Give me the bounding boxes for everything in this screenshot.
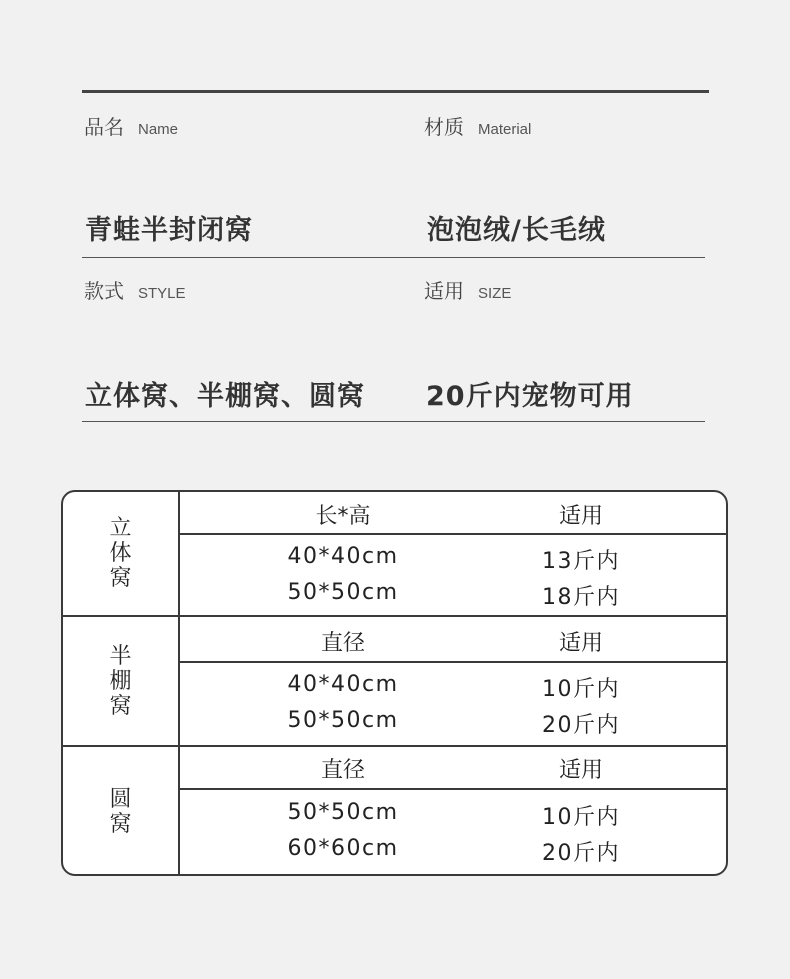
dimension-cell: 50*50cm (287, 800, 399, 825)
name-value: 青蛙半封闭窝 (85, 215, 253, 246)
section-title-cell (63, 492, 180, 615)
material-label: 材质 Material (424, 115, 532, 139)
fit-cell: 18斤内 (542, 585, 620, 610)
dimension-cell: 50*50cm (287, 708, 399, 733)
dimension-cell: 50*50cm (287, 580, 399, 605)
section-title-cell (63, 617, 180, 745)
divider (82, 257, 705, 258)
column-header: 直径 (320, 631, 365, 656)
column-header: 适用 (558, 631, 603, 656)
name-label: 品名 Name (84, 115, 179, 139)
style-label: 款式 STYLE (84, 279, 186, 303)
material-value: 泡泡绒/长毛绒 (427, 215, 606, 246)
fit-cell: 20斤内 (542, 713, 620, 738)
top-divider (82, 90, 709, 93)
header-row (178, 747, 726, 790)
column-header: 适用 (558, 504, 603, 529)
divider (82, 421, 705, 422)
column-header: 长*高 (315, 504, 371, 529)
dimension-cell: 40*40cm (287, 544, 399, 569)
header-row (178, 492, 726, 535)
size-table (61, 490, 728, 876)
size-value: 20斤内宠物可用 (426, 381, 634, 412)
section-title: 圆窝 (109, 786, 132, 837)
header-row (178, 617, 726, 663)
column-header: 直径 (320, 758, 365, 783)
column-header: 适用 (558, 758, 603, 783)
fit-cell: 10斤内 (542, 677, 620, 702)
section-title-cell (63, 747, 180, 876)
section-title: 半棚窝 (109, 643, 132, 719)
table-section (63, 492, 726, 617)
fit-cell: 20斤内 (542, 841, 620, 866)
size-label: 适用 SIZE (424, 279, 512, 303)
style-value: 立体窝、半棚窝、圆窝 (85, 381, 365, 412)
table-section (63, 617, 726, 747)
dimension-cell: 60*60cm (287, 836, 399, 861)
section-title: 立体窝 (109, 516, 132, 591)
fit-cell: 13斤内 (542, 549, 620, 574)
fit-cell: 10斤内 (542, 805, 620, 830)
dimension-cell: 40*40cm (287, 672, 399, 697)
table-section (63, 747, 726, 876)
